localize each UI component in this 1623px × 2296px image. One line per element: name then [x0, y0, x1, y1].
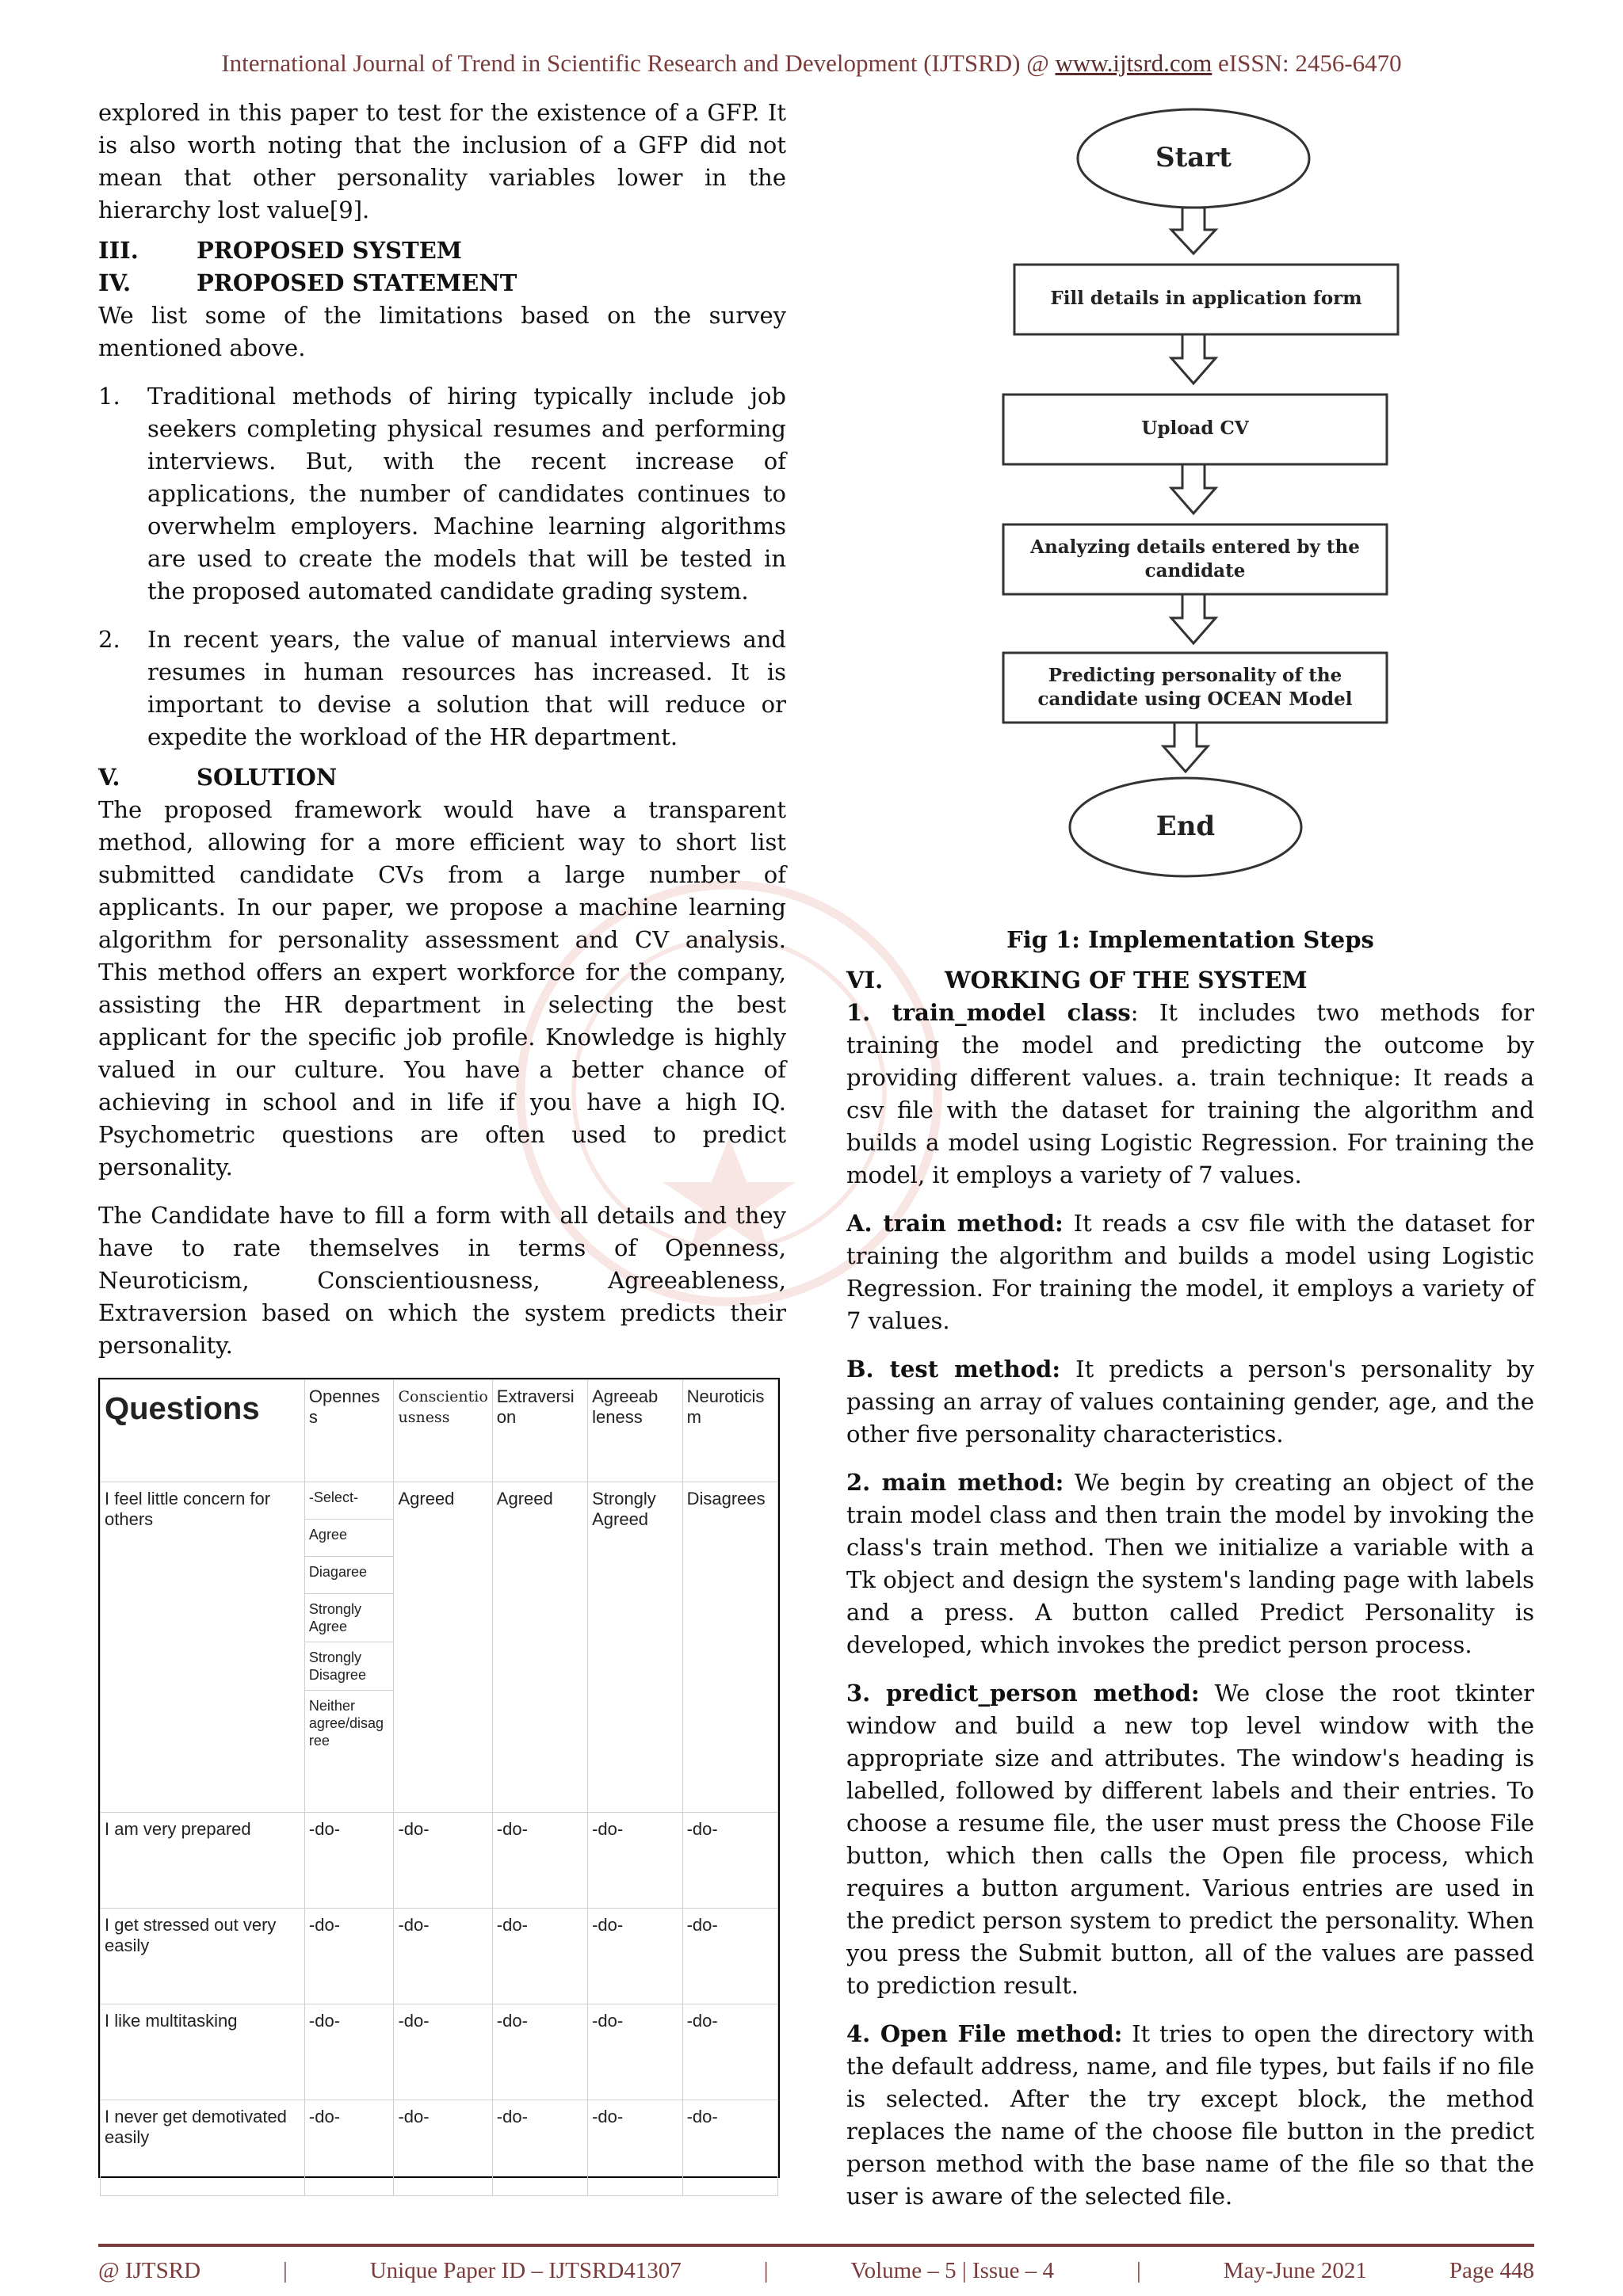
footer-separator: | [763, 2258, 769, 2283]
flow-end-label: End [1155, 810, 1216, 842]
table-header-row [101, 1380, 778, 1482]
footer-paper-id: Unique Paper ID – IJTSRD41307 [369, 2258, 682, 2283]
section-heading-working [846, 964, 1534, 997]
column-header: Conscientio usness [394, 1380, 492, 1482]
paragraph-lead: 1. train_model class [846, 999, 1131, 1026]
column-header: Agreeab leness [588, 1380, 682, 1482]
flow-step-label: Upload CV [1141, 418, 1249, 439]
left-column [98, 97, 786, 2178]
running-header [0, 49, 1623, 78]
flow-step-line: candidate [1144, 560, 1246, 582]
flow-step-line: candidate using OCEAN Model [1037, 688, 1353, 710]
section-number: V. [98, 764, 120, 791]
flow-step-line: Predicting personality of the [1048, 665, 1342, 686]
arrow-down-icon [1171, 464, 1216, 513]
paragraph-lead: A. train method: [846, 1210, 1064, 1237]
column-header: Extraversi on [492, 1380, 587, 1482]
value-cell: -do- [682, 1813, 777, 1909]
question-cell: I get stressed out very easily [101, 1909, 305, 2004]
value-cell: -do- [304, 1909, 394, 2004]
flow-start-label: Start [1155, 142, 1232, 174]
paragraph-text: : It includes two methods for training the model and predicting the outcome by providing different values. a. train technique: It reads a csv file with the dataset for training the algorithm and builds a model using Logistic Regression. For training the model, it employs a variety of 7 values. [846, 999, 1534, 1188]
value-cell: -do- [394, 1813, 492, 1909]
section-number: VI. [846, 967, 884, 994]
option-item: Strongly Agree [305, 1594, 394, 1642]
working-paragraph [846, 1466, 1534, 1661]
journal-issn: eISSN: 2456-6470 [1212, 49, 1402, 77]
option-item: Agree [305, 1520, 394, 1557]
table-row [101, 1482, 778, 1813]
footer-separator: | [1136, 2258, 1141, 2283]
arrow-down-icon [1171, 208, 1216, 254]
list-text: In recent years, the value of manual interviews and resumes in human resources has increased. It is important to devise a solution that will reduce or expedite the workload of the HR department. [147, 626, 786, 750]
value-cell: Disagrees [682, 1482, 777, 1813]
journal-website-link[interactable]: www.ijtsrd.com [1055, 49, 1212, 77]
implementation-flowchart [846, 97, 1534, 935]
section-title: PROPOSED STATEMENT [197, 269, 517, 296]
working-paragraph [846, 1353, 1534, 1451]
value-cell: -do- [394, 1909, 492, 2004]
questionnaire-table [100, 1379, 778, 2196]
limitations-list [98, 380, 786, 753]
right-column [846, 97, 1534, 2229]
paragraph-text: We begin by creating an object of the train model class and then train the model by invoking the class's train method. Then we initialize a variable with a Tk object and design the system's landing page with labels and a press. A button called Predict Personality is developed, which invokes the predict person process. [846, 1469, 1534, 1658]
section-heading-proposed-statement [98, 267, 786, 299]
value-cell: -do- [394, 2100, 492, 2196]
column-header: Opennes s [304, 1380, 394, 1482]
footer-divider [98, 2244, 1534, 2247]
table-row [101, 1813, 778, 1909]
value-cell: -do- [682, 1909, 777, 2004]
table-row [101, 1909, 778, 2004]
list-number: 1. [98, 383, 120, 410]
flow-step-label [1003, 664, 1387, 711]
arrow-down-icon [1171, 594, 1216, 643]
working-paragraph [846, 2018, 1534, 2213]
value-cell: Agreed [394, 1482, 492, 1813]
option-item: Diagaree [305, 1557, 394, 1594]
page-footer [98, 2258, 1534, 2284]
section-heading-proposed-system [98, 235, 786, 267]
footer-page: Page 448 [1449, 2258, 1534, 2283]
paragraph-text: It reads a csv file with the dataset for training the algorithm and builds a model using Logistic Regression. For training the model, it employs a variety of 7 values. [846, 1210, 1534, 1334]
list-item [98, 624, 786, 753]
questionnaire-table-figure [98, 1378, 780, 2178]
statement-lead: We list some of the limitations based on the survey mentioned above. [98, 302, 786, 361]
option-item: -Select- [305, 1482, 394, 1520]
working-paragraph [846, 1207, 1534, 1337]
arrow-down-icon [1171, 334, 1216, 383]
value-cell: -do- [492, 1909, 587, 2004]
paragraph-text: We close the root tkinter window and build a new top level window with the appropriate size and attributes. The window's heading is labelled, followed by different labels and their entries. To choose a resume file, the user must press the Choose File button, which then calls the Open file process, which requires a button argument. Various entries are used in the predict person system to predict the personality. When you press the Submit button, all of the values are passed to prediction result. [846, 1680, 1534, 1999]
section-title: WORKING OF THE SYSTEM [945, 967, 1308, 994]
question-cell: I am very prepared [101, 1813, 305, 1909]
paragraph-lead: 3. predict_person method: [846, 1680, 1200, 1707]
working-paragraph [846, 1677, 1534, 2002]
question-cell: I like multitasking [101, 2004, 305, 2100]
value-cell: -do- [492, 2004, 587, 2100]
value-cell: -do- [492, 1813, 587, 1909]
value-cell: -do- [304, 2100, 394, 2196]
list-text: Traditional methods of hiring typically include job seekers completing physical resumes and performing interviews. But, with the recent increase of applications, the number of candidates continues to overwhelm employers. Machine learning algorithms are used to create the models that will be tested in the proposed automated candidate grading system. [147, 383, 786, 605]
footer-org: @ IJTSRD [98, 2258, 201, 2283]
value-cell: -do- [588, 2100, 682, 2196]
value-cell: -do- [682, 2004, 777, 2100]
table-row [101, 2100, 778, 2196]
value-cell: -do- [682, 2100, 777, 2196]
flow-step-label: Fill details in application form [1050, 288, 1362, 309]
paragraph-text: It predicts a person's personality by passing an array of values containing gender, age, and the other five personality characteristics. [846, 1356, 1534, 1447]
section-heading-solution [98, 761, 786, 794]
journal-name: International Journal of Trend in Scientific Research and Development (IJTSRD) @ [221, 49, 1056, 77]
value-cell: -do- [304, 1813, 394, 1909]
option-item: Strongly Disagree [305, 1642, 394, 1691]
value-cell: -do- [492, 2100, 587, 2196]
paragraph-lead: 4. Open File method: [846, 2020, 1123, 2047]
working-paragraph [846, 997, 1534, 1192]
option-item: Neither agree/disag ree [308, 1698, 384, 1749]
list-item [98, 380, 786, 608]
value-cell: Agreed [492, 1482, 587, 1813]
value-cell: -do- [588, 1909, 682, 2004]
value-cell: -do- [304, 2004, 394, 2100]
section-number: III. [98, 237, 139, 264]
value-cell: -do- [588, 1813, 682, 1909]
solution-paragraph-1: The proposed framework would have a transparent method, allowing for a more efficient way to short list submitted candidate CVs from a large number of applicants. In our paper, we propose a machine learning algorithm for personality assessment and CV analysis. This method offers an expert workforce for the company, assisting the HR department in selecting the best applicant for the specific job profile. Knowledge is highly valued in our culture. You have a better chance of achieving in school and in life if you have a high IQ. Psychometric questions are often used to predict personality. [98, 796, 786, 1180]
flow-step-line: Analyzing details entered by the [1030, 536, 1360, 558]
options-cell [304, 1482, 394, 1813]
section-number: IV. [98, 269, 132, 296]
value-cell: Strongly Agreed [588, 1482, 682, 1813]
flow-step-label [1003, 536, 1387, 583]
table-row [101, 2004, 778, 2100]
question-cell: I feel little concern for others [101, 1482, 305, 1813]
list-number: 2. [98, 626, 120, 653]
paragraph-lead: B. test method: [846, 1356, 1061, 1383]
figure-caption: Fig 1: Implementation Steps [1006, 926, 1374, 953]
solution-paragraph-2: The Candidate have to fill a form with all details and they have to rate themselves in terms of Openness, Neuroticism, Conscientiousness, Agreeableness, Extraversion based on which the system predicts their personality. [98, 1202, 786, 1359]
footer-volume: Volume – 5 | Issue – 4 [850, 2258, 1055, 2283]
paragraph-text: It tries to open the directory with the default address, name, and file types, but fails if no file is selected. After the try except block, the method replaces the name of the choose file button in the predict person method with the base name of the file so that the user is aware of the selected file. [846, 2020, 1534, 2210]
intro-paragraph: explored in this paper to test for the existence of a GFP. It is also worth noting that the inclusion of a GFP did not mean that other personality variables lower in the hierarchy lost value[9]. [98, 99, 786, 223]
value-cell: -do- [588, 2004, 682, 2100]
footer-date: May-June 2021 [1223, 2258, 1367, 2283]
column-header: Questions [101, 1380, 305, 1482]
options-list [305, 1482, 394, 1756]
question-cell: I never get demotivated easily [101, 2100, 305, 2196]
section-title: SOLUTION [197, 764, 338, 791]
paragraph-lead: 2. main method: [846, 1469, 1064, 1496]
section-title: PROPOSED SYSTEM [197, 237, 462, 264]
arrow-down-icon [1163, 723, 1208, 772]
footer-separator: | [282, 2258, 288, 2283]
column-header: Neuroticis m [682, 1380, 777, 1482]
value-cell: -do- [394, 2004, 492, 2100]
